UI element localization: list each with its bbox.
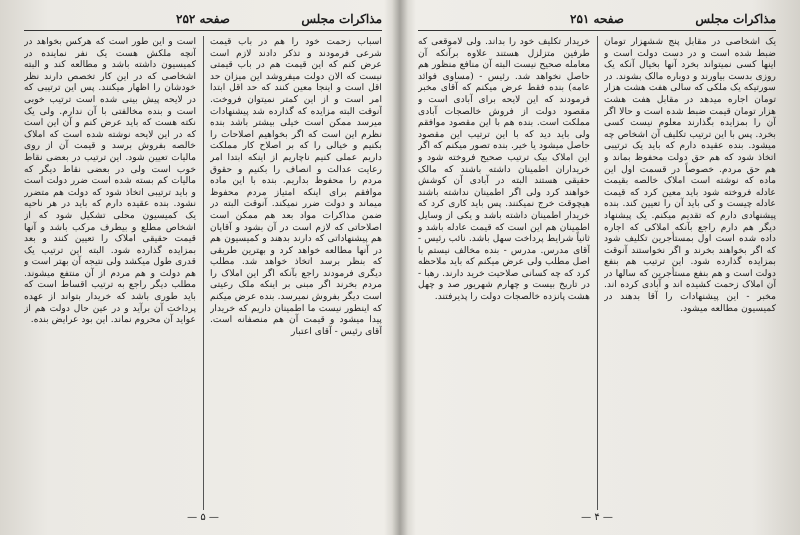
page-header — [24, 10, 382, 31]
left-page — [14, 6, 392, 526]
page-number: صفحه ۲۵۲ — [176, 12, 230, 26]
text-column-left — [24, 36, 196, 510]
right-page — [408, 6, 786, 526]
paragraph: یک اشخاصی در مقابل پنج ششهزار تومان ضبط شده است و در دست دولت است و اینها کسی نمیتواند بخرد آنها بخیال آنکه یک روزی بدست بیاورند و دوباره مالک بشوند. در سورتیکه یک ملکی که سالی هفت هشت هزار تومان اجاره میدهد در مقابل هفت هشت هزار تومان قیمت ضبط شده است و حالا اگر آن را بمزایده بگذارند معلوم نیست کسی بخرد. پس با این ترتیب تکلیف آن اشخاص چه میشود. بنده عقیده دارم که باید یک ترتیبی اتخاذ شود که هم حق دولت محفوظ بماند و هم حق مردم. خصوصاً در قسمت اول این ماده که نوشته است املاک خالصه بقیمت عادله فروخته شود باید معین کرد که قیمت عادله چیست و کی باید آن را تعیین کند. بنده پیشنهادی دارم که تقدیم میکنم. یک پیشنهاد دیگر هم دارم راجع بآنکه املاکی که اجاره داده شده است اول بمستأجرین تکلیف شود که اگر بخواهند بخرند و اگر نخواستند آنوقت بمزایده گذارده شود. این ترتیب هم بنفع دولت است و هم بنفع مستأجرین که سالها در آن املاک زحمت کشیده اند و آبادی کرده اند. مخبر - این پیشنهادات را آقا بدهند در کمیسیون مطالعه میشود. — [604, 36, 776, 314]
paragraph: است و این طور است که هرکس بخواهد در آنچه ملکش هست یک نفر نماینده در کمیسیون داشته باشد و مطالعه کند و البته اشخاصی که در این کار تخصص دارند نظر خودشان را اظهار میکنند. پس این ترتیبی که در لایحه پیش بینی شده است ترتیب خوبی است و بنده مخالفتی با آن ندارم. ولی یک نکته هست که باید عرض کنم و آن این است که در این لایحه نوشته شده است که املاک خالصه بفروش برسد و قیمت آن از روی مالیات تعیین شود. این ترتیب در بعضی نقاط خوب است ولی در بعضی نقاط دیگر که مالیات کم بسته شده است ضرر دولت است و باید ترتیبی اتخاذ شود که دولت هم متضرر نشود. بنده عقیده دارم که باید در هر ناحیه یک کمیسیون محلی تشکیل شود که از اشخاص مطلع و بیطرف مرکب باشد و آنها قیمت حقیقی املاک را تعیین کنند و بعد بمزایده گذارده شود. البته این ترتیب یک قدری طول میکشد ولی نتیجه آن بهتر است و هم دولت و هم مردم از آن منتفع میشوند. مطلب دیگر راجع به ترتیب اقساط است که باید طوری باشد که خریدار بتواند از عهده پرداخت آن برآید و در عین حال دولت هم از عواید آن محروم نماند. این بود عرایض بنده. — [24, 36, 196, 326]
column-divider — [597, 36, 598, 510]
page-header — [418, 10, 776, 31]
running-title: مذاكرات مجلس — [301, 12, 382, 26]
paragraph: اسباب زحمت خود را هم در باب قیمت شرعی فرمودند و تذکر دادند لازم است عرض کنم که این قیمت هم در باب قیمتی نیست که الان دولت میفروشد این میزان حد اقل است و اینجا معین کنند که حد اقل ابتدا امر است و از این کمتر نمیتوان فروخت. آنوقت البته مزایده که گذارده شد پیشنهادات میرسد ممکن است خیلی بیشتر باشد بنده نظرم این است که اگر بخواهیم اصلاحات را بکنیم و خیالی را که بر اصلاح کار مملکت داریم عملی کنیم ناچاریم از اینکه ابتدا امر رعایت عدالت و انصاف را بکنیم و حقوق مردم را محفوظ بداریم. بنده با این ماده موافقم برای اینکه امتیاز مردم محفوظ میماند و دولت ضرر نمیکند. آنوقت البته در ضمن مذاکرات مواد بعد هم ممکن است اصلاحاتی که لازم است در آن بشود و آقایان هم پیشنهاداتی که دارند بدهند و کمیسیون هم در آنها مطالعه خواهد کرد و بهترین طریقی که بنظر برسد اتخاذ خواهد شد. مطلب دیگری فرمودند راجع بآنکه اگر این املاک را مردم بخرند اگر مبنی بر اینکه ملک رعیتی است دیگر بفروش نمیرسد. بنده عرض میکنم که اینطور نیست ما اطمینان داریم که خریدار پیدا میشود و قیمت آن هم منصفانه است. آقای رئیس - آقای اعتبار — [210, 36, 382, 337]
running-title: مذاكرات مجلس — [695, 12, 776, 26]
paragraph: خریدار تکلیف خود را بداند. ولی لاموقعی که طرفین متزلزل هستند علاوه برآنکه آن معامله صحیح نیست البته آن منافع منظور هم حاصل نخواهد شد. رئیس - (مساوی فوائد عامه) بنده فقط عرض میکنم که آقای مخبر فرمودند که این لایحه برای آبادی است و مقصود دولت از فروش خالصجات آبادی مملکت است. بنده هم با این مقصود موافقم ولی باید دید که با این ترتیب این مقصود حاصل میشود یا خیر. بنده تصور میکنم که اگر این املاک بیک ترتیب صحیح فروخته شود و خریداران اطمینان داشته باشند که مالک حقیقی هستند البته در آبادی آن کوشش خواهند کرد ولی اگر اطمینان نداشته باشند هیچوقت خرج نمیکنند. پس باید کاری کرد که خریدار اطمینان داشته باشد و یکی از وسایل اطمینان هم این است که قیمت عادله باشد و ثانیاً شرایط پرداخت سهل باشد. نائب رئیس - آقای مدرس. مدرس - بنده مخالف نیستم با اصل مطلب ولی عرض میکنم که باید ملاحظه کرد که چه کسانی صلاحیت خرید دارند. رهبا - در تاریخ بیست و چهارم شهریور صد و چهل هشت پانزده خالصجات دولت را پذیرفتند. — [418, 36, 590, 303]
text-column-left — [418, 36, 590, 510]
text-column-right — [210, 36, 382, 510]
text-column-right — [604, 36, 776, 510]
page-footer: — ۴ — — [581, 512, 613, 523]
column-divider — [203, 36, 204, 510]
text-columns — [24, 36, 382, 510]
book-gutter — [392, 0, 408, 535]
page-footer: — ۵ — — [187, 512, 219, 523]
text-columns — [418, 36, 776, 510]
page-number: صفحه ۲۵۱ — [570, 12, 624, 26]
